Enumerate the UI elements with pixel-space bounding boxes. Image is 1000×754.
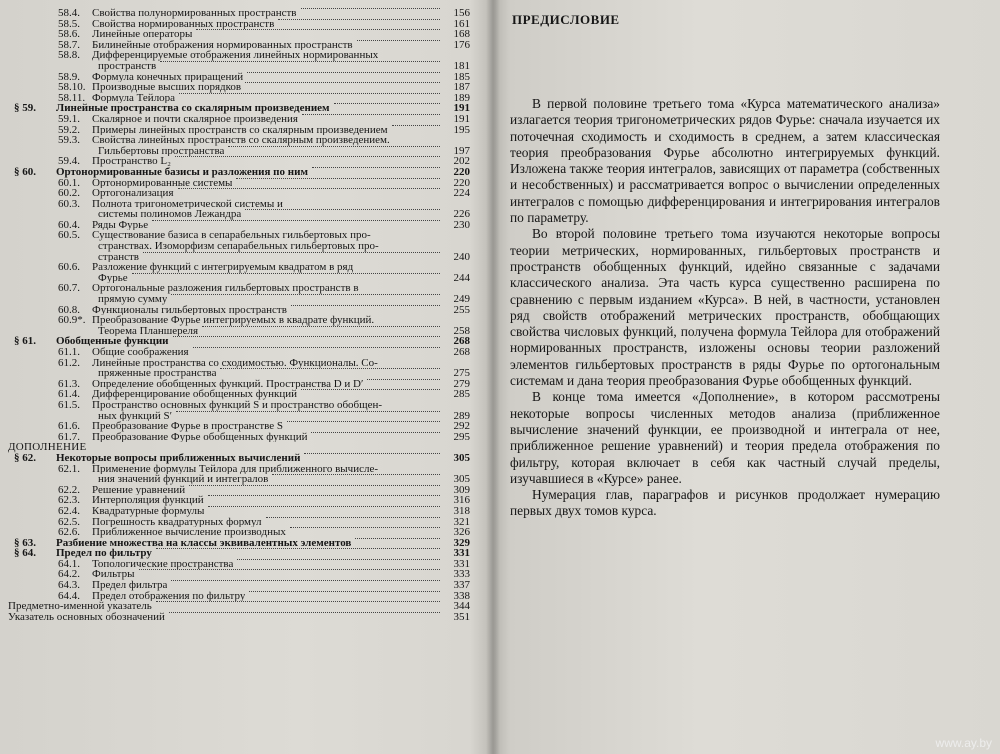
toc-entry: [8, 93, 470, 104]
toc-entry-number: 61.6.: [58, 420, 80, 433]
toc-entry-title: Существование базиса в сепарабельных гильбертовых про-: [92, 230, 371, 242]
toc-leader-dots: [208, 495, 440, 496]
toc-entry-page: 197: [453, 144, 470, 157]
toc-entry-page: 230: [453, 218, 470, 231]
toc-leader-dots: [272, 474, 440, 475]
toc-leader-dots: [357, 40, 440, 41]
toc-leader-dots: [367, 379, 440, 380]
toc-entry-page: 240: [453, 250, 470, 263]
toc-entry-number: § 60.: [14, 165, 36, 178]
toc-leader-dots: [171, 580, 440, 581]
toc-entry-title: Предел фильтра: [92, 580, 168, 591]
toc-entry: [8, 114, 470, 125]
toc-entry-title: Ряды Фурье: [92, 219, 149, 231]
toc-leader-dots: [301, 8, 441, 9]
toc-entry-number: 58.10.: [58, 81, 86, 94]
toc-entry-page: 185: [453, 70, 470, 83]
toc-entry-number: 59.4.: [58, 155, 80, 168]
toc-entry-number: 62.6.: [58, 526, 80, 539]
toc-entry-page: 305: [453, 451, 470, 464]
toc-entry-title: Ортонормированные системы: [92, 177, 233, 189]
toc-entry-page: 279: [453, 377, 470, 390]
toc-entry-page: 337: [453, 579, 470, 592]
toc-entry-page: 181: [453, 59, 470, 72]
toc-entry-title: странствах. Изоморфизм сепарабельных гильбертовых про-: [98, 241, 379, 252]
toc-entry: [8, 199, 470, 210]
toc-entry: [8, 283, 470, 294]
toc-entry-title: Предел по фильтру: [56, 548, 152, 559]
toc-entry-page: 268: [453, 335, 470, 348]
toc-entry-number: 59.3.: [58, 134, 80, 147]
toc-entry-title: Полнота тригонометрической системы и: [92, 198, 283, 210]
toc-leader-dots: [266, 517, 440, 518]
toc-leader-dots: [236, 178, 440, 179]
toc-entry: [8, 156, 470, 167]
toc-entry-number: 58.11.: [58, 91, 86, 104]
toc-entry: [8, 167, 470, 178]
toc-leader-dots: [156, 601, 440, 602]
toc-entry-number: § 62.: [14, 451, 36, 464]
toc-entry-title: Ортогональные разложения гильбертовых пространств в: [92, 283, 359, 295]
toc-entry-title: Линейные пространства со скалярным произведением: [56, 103, 330, 114]
toc-entry: [8, 464, 470, 475]
toc-entry-number: 61.7.: [58, 430, 80, 443]
toc-entry-title: Фурье: [98, 272, 128, 284]
toc-entry-title: Некоторые вопросы приближенных вычислений: [56, 452, 301, 464]
toc-entry-number: § 61.: [14, 335, 36, 348]
toc-entry: [8, 50, 470, 61]
toc-entry-page: 191: [453, 102, 470, 115]
toc-entry-number: 60.1.: [58, 176, 80, 189]
toc-entry-number: 62.2.: [58, 483, 80, 496]
toc-entry-number: 60.4.: [58, 218, 80, 231]
toc-leader-dots: [193, 347, 440, 348]
toc-entry-number: 58.9.: [58, 70, 80, 83]
toc-entry-title: Погрешность квадратурных формул: [92, 516, 262, 528]
toc-entry-number: 62.3.: [58, 494, 80, 507]
toc-entry-title: пространств: [98, 60, 157, 72]
toc-leader-dots: [175, 156, 440, 157]
toc-entry: [8, 442, 470, 453]
toc-entry: [8, 241, 470, 252]
toc-leader-dots: [139, 569, 441, 570]
toc-entry-page: 244: [453, 271, 470, 284]
preface-page: [500, 0, 1000, 754]
toc-entry-page: 344: [453, 600, 470, 613]
preface-paragraph: Нумерация глав, параграфов и рисунков продолжает нумерацию первых двух томов курса.: [510, 487, 940, 519]
toc-entry: [8, 591, 470, 602]
toc-entry-number: § 63.: [14, 536, 36, 549]
toc-entry-page: 187: [453, 81, 470, 94]
toc-leader-dots: [312, 167, 440, 168]
toc-entry-number: 60.6.: [58, 261, 80, 274]
toc-entry-page: 224: [453, 187, 470, 200]
toc-entry-title: Свойства линейных пространств со скалярным произведением.: [92, 135, 390, 146]
toc-entry-title: Приближенное вычисление производных: [92, 527, 286, 538]
toc-leader-dots: [189, 485, 440, 486]
preface-heading: ПРЕДИСЛОВИЕ: [512, 12, 620, 27]
toc-leader-dots: [179, 93, 440, 94]
toc-entry-title: Производные высших порядков: [92, 82, 242, 93]
toc-leader-dots: [173, 336, 440, 337]
toc-leader-dots: [156, 548, 440, 549]
toc-entry-page: 329: [453, 536, 470, 549]
toc-entry: [8, 506, 470, 517]
toc-entry-title: ния значений функций и интегралов: [98, 474, 269, 485]
toc-leader-dots: [176, 411, 440, 412]
toc-entry: [8, 315, 470, 326]
toc-entry-title: Фильтры: [92, 569, 135, 581]
toc-leader-dots: [143, 252, 440, 253]
toc-entry-page: 189: [453, 91, 470, 104]
toc-entry-title: Общие соображения: [92, 347, 189, 358]
toc-entry-number: 62.4.: [58, 504, 80, 517]
toc-entry-title: Предел отображения по фильтру: [92, 590, 246, 602]
toc-entry-page: 338: [453, 589, 470, 602]
toc-leader-dots: [301, 389, 440, 390]
toc-leader-dots: [392, 125, 440, 126]
preface-paragraph: Во второй половине третьего тома изучаются некоторые вопросы теории метрических, нормированных, гильбертовых пространств и пространств обобщенных функций, идейно связанные с задачами классического анализа. Эта часть курса существенно расширена по сравнению с первым изданием «Курса». В ней, в частности, установлен ряд свойств отображений метрических пространств, обобщающих свойства числовых функций, получена формула Тейлора для отображений нормированных пространств, изложены основы теории разложений элементов гильбертовых пространств в ряды Фурье по ортогональным системам и дана теория преобразования Фурье обобщенных функций.: [510, 226, 940, 389]
toc-entry-title: Указатель основных обозначений: [8, 611, 165, 623]
toc-entry-number: 64.3.: [58, 579, 80, 592]
toc-entry-number: 60.7.: [58, 282, 80, 295]
toc-entry-number: 58.8.: [58, 49, 80, 62]
toc-entry-title: Формула конечных приращений: [92, 71, 244, 83]
toc-entry-title: прямую сумму: [98, 294, 168, 305]
toc-entry-title: Билинейные отображения нормированных пространств: [92, 39, 353, 51]
toc-entry-number: 64.2.: [58, 568, 80, 581]
toc-entry-title: Квадратурные формулы: [92, 505, 205, 517]
toc-entry-title: Дифференцируемые отображения линейных нормированных: [92, 50, 379, 61]
toc-entry: [8, 61, 470, 72]
toc-entry-number: 59.1.: [58, 112, 80, 125]
toc-entry-title: Линейные операторы: [92, 29, 193, 40]
toc-leader-dots: [202, 326, 440, 327]
toc-entry-title: Дифференцирование обобщенных функций: [92, 389, 298, 400]
toc-entry-page: 351: [453, 610, 470, 623]
toc-entry-page: 168: [453, 28, 470, 41]
toc-entry-title: Свойства нормированных пространств: [92, 18, 275, 30]
toc-entry-page: 309: [453, 483, 470, 496]
toc-entry-page: 318: [453, 504, 470, 517]
preface-body: [510, 96, 940, 520]
toc-entry-title: Предметно-именной указатель: [8, 601, 152, 612]
toc-leader-dots: [290, 527, 440, 528]
toc-entry-number: 61.3.: [58, 377, 80, 390]
toc-leader-dots: [278, 19, 440, 20]
toc-leader-dots: [220, 368, 440, 369]
toc-entry-number: 64.4.: [58, 589, 80, 602]
toc-entry-number: 58.6.: [58, 28, 80, 41]
toc-entry: [8, 262, 470, 273]
toc-entry-page: 285: [453, 388, 470, 401]
toc-entry-title: Преобразование Фурье обобщенных функций: [92, 431, 308, 443]
toc-leader-dots: [334, 103, 440, 104]
toc-entry-number: 58.5.: [58, 17, 80, 30]
toc-entry-number: 58.4.: [58, 7, 80, 19]
toc-entry: [8, 601, 470, 612]
toc-entry-title: Формула Тейлора: [92, 92, 176, 104]
toc-entry-page: 226: [453, 208, 470, 221]
toc-leader-dots: [169, 612, 440, 613]
toc-entry-number: 62.1.: [58, 462, 80, 475]
toc-entry-title: Обобщенные функции: [56, 336, 169, 347]
toc-entry-title: Пространство основных функций S и пространство обобщен-: [92, 399, 383, 411]
toc-entry-page: 326: [453, 526, 470, 539]
toc-entry-number: § 64.: [14, 547, 36, 560]
toc-leader-dots: [228, 146, 440, 147]
toc-entry-title: Преобразование Фурье интегрируемых в квадрате функций.: [92, 315, 375, 326]
toc-leader-dots: [311, 432, 440, 433]
toc-entry-page: 292: [453, 420, 470, 433]
toc-entry-title: Скалярное и почти скалярное произведения: [92, 113, 298, 125]
toc-entry-page: 295: [453, 430, 470, 443]
watermark-text: www.ay.by: [935, 736, 992, 750]
toc-leader-dots: [245, 82, 440, 83]
toc-leader-dots: [178, 188, 440, 189]
toc-entry-page: 191: [453, 112, 470, 125]
toc-entry-page: 195: [453, 123, 470, 136]
toc-leader-dots: [291, 305, 440, 306]
toc-leader-dots: [132, 273, 440, 274]
toc-entry-title: Применение формулы Тейлора для приближенного вычисле-: [92, 463, 378, 475]
toc-entry-title: Ортонормированные базисы и разложения по ним: [56, 166, 308, 178]
toc-entry-page: 220: [453, 176, 470, 189]
toc-entry-page: 333: [453, 568, 470, 581]
toc-entry-page: 255: [453, 303, 470, 316]
toc-entry-title: Преобразование Фурье в пространстве S: [92, 421, 284, 432]
toc-leader-dots: [208, 506, 440, 507]
toc-entry-title: Гильбертовы пространства: [98, 145, 225, 157]
toc-entry-page: 331: [453, 557, 470, 570]
toc-entry-page: 249: [453, 293, 470, 306]
toc-entry-title: Разложение функций с интегрируемым квадратом в ряд: [92, 262, 354, 273]
toc-entry-title: Определение обобщенных функций. Пространства D и D′: [92, 378, 364, 390]
toc-entry: [8, 358, 470, 369]
toc-entry-title: ных функций S′: [98, 410, 173, 422]
toc-entry-title: Линейные пространства со сходимостью. Функционалы. Со-: [92, 357, 378, 369]
toc-entry-page: 316: [453, 494, 470, 507]
toc-entry: [8, 347, 470, 358]
toc-entry-page: 268: [453, 346, 470, 358]
toc-entry-number: 60.8.: [58, 303, 80, 316]
toc-entry-page: 156: [453, 7, 470, 19]
toc-entry-page: 275: [453, 367, 470, 380]
toc-entry: [8, 453, 470, 464]
toc-leader-dots: [171, 294, 440, 295]
toc-entry: [8, 8, 470, 19]
toc-entry-title: Решение уравнений: [92, 484, 186, 496]
toc-entry-title: Функционалы гильбертовых пространств: [92, 304, 287, 316]
toc-entry-title: пряженные пространства: [98, 368, 217, 379]
toc-entry-page: 176: [453, 38, 470, 51]
toc-entry-number: 61.5.: [58, 398, 80, 411]
toc-entry-number: 61.2.: [58, 356, 80, 369]
toc-leader-dots: [355, 538, 440, 539]
toc-entry-number: 61.4.: [58, 388, 80, 401]
toc-entry-page: 289: [453, 409, 470, 422]
toc-entry-number: 60.2.: [58, 187, 80, 200]
toc-entry-page: 305: [453, 473, 470, 486]
toc-entry: [8, 527, 470, 538]
toc-entry: [8, 135, 470, 146]
toc-entry-number: 60.9*.: [58, 314, 86, 327]
toc-entry-number: 59.2.: [58, 123, 80, 136]
toc-leader-dots: [302, 114, 440, 115]
table-of-contents: [8, 8, 470, 622]
toc-entry-title: Примеры линейных пространств со скалярным произведением: [92, 124, 388, 136]
toc-entry: [8, 612, 470, 623]
toc-leader-dots: [245, 209, 440, 210]
toc-leader-dots: [152, 220, 440, 221]
toc-entry-title: Интерполяция функций: [92, 495, 204, 506]
toc-entry-title: Разбиение множества на классы эквивалентных элементов: [56, 537, 352, 549]
toc-entry-number: 62.5.: [58, 515, 80, 528]
toc-entry-page: 258: [453, 324, 470, 337]
toc-leader-dots: [196, 29, 440, 30]
toc-entry-number: 58.7.: [58, 38, 80, 51]
toc-leader-dots: [287, 421, 440, 422]
toc-entry-title: ДОПОЛНЕНИЕ: [8, 442, 87, 453]
toc-leader-dots: [160, 61, 440, 62]
book-gutter: [486, 0, 500, 754]
toc-entry-number: 61.1.: [58, 346, 80, 358]
preface-paragraph: В первой половине третьего тома «Курса математического анализа» излагается теория тригонометрических рядов Фурье: сначала изучается их поточечная сходимость и сходимость в среднем, а затем классическая теория преобразования Фурье абсолютно интегрируемых функций. Изложена также теория интегралов, зависящих от параметра (собственных и несобственных) и рассматривается вопрос о вычислении определенных интегралов с помощью дифференцирования и интегрирования интегралов по параметру.: [510, 96, 940, 226]
toc-entry: [8, 538, 470, 549]
toc-entry: [8, 326, 470, 337]
toc-leader-dots: [247, 72, 440, 73]
toc-entry-number: 60.3.: [58, 197, 80, 210]
toc-entry: [8, 230, 470, 241]
toc-entry-number: 64.1.: [58, 557, 80, 570]
toc-entry-title: Топологические пространства: [92, 558, 234, 570]
toc-entry-number: 60.5.: [58, 229, 80, 242]
toc-entry: [8, 432, 470, 443]
preface-paragraph: В конце тома имеется «Дополнение», в котором рассмотрены некоторые вопросы численных методов анализа (приближенное вычисление значений функции, ее производной и интеграла от нее, приближенное решение уравнений) и теория предела отображения по фильтру, которая включает в себя как частный случай пределы, изучавшиеся в «Курсе» ранее.: [510, 389, 940, 486]
toc-entry-number: § 59.: [14, 102, 36, 115]
toc-entry-title: Пространство L₂: [92, 156, 171, 167]
toc-entry-title: системы полиномов Лежандра: [98, 209, 242, 220]
toc-leader-dots: [304, 453, 440, 454]
toc-leader-dots: [249, 591, 440, 592]
toc-entry-title: странств: [98, 251, 139, 263]
toc-entry: [8, 400, 470, 411]
toc-entry-title: Свойства полунормированных пространств: [92, 8, 297, 19]
toc-entry-page: 321: [453, 515, 470, 528]
toc-entry-title: Теорема Планшереля: [98, 325, 199, 337]
toc-entry-page: 161: [453, 17, 470, 30]
toc-entry-page: 202: [453, 155, 470, 168]
toc-entry-title: Ортогонализация: [92, 188, 174, 199]
toc-leader-dots: [237, 559, 440, 560]
contents-page: [0, 0, 492, 754]
toc-entry-page: 220: [453, 165, 470, 178]
toc-entry-page: 331: [453, 547, 470, 560]
